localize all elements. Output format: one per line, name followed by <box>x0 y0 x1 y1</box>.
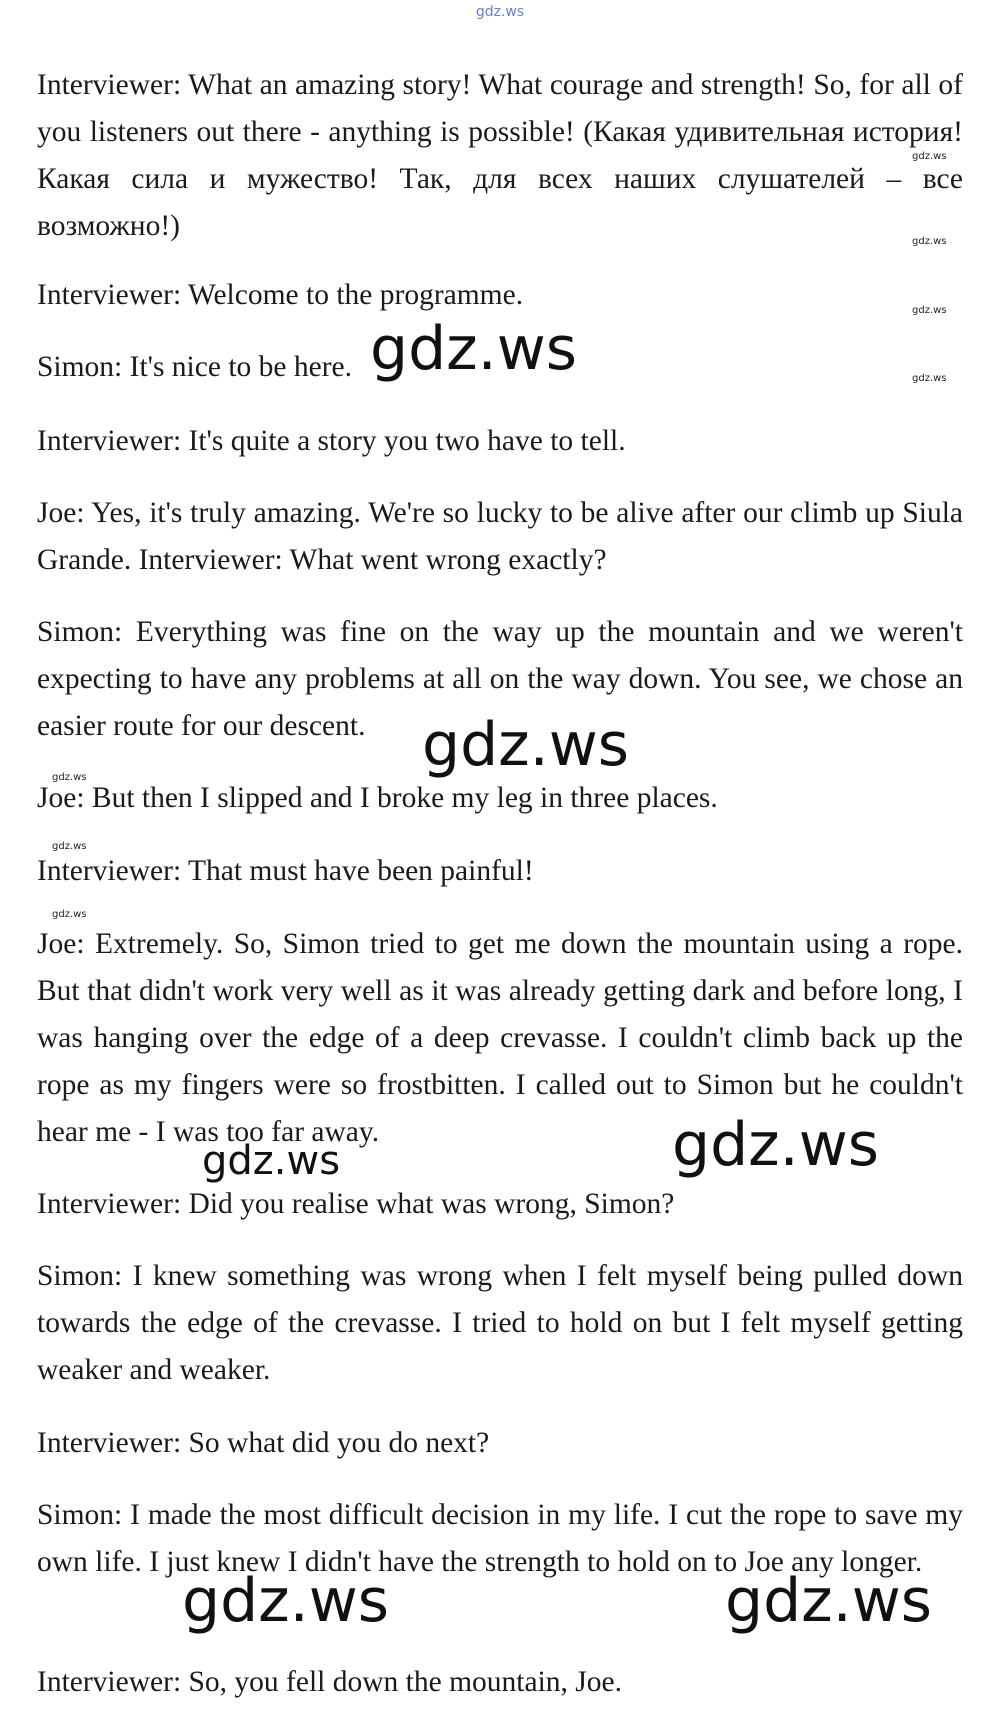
watermark-small: gdz.ws <box>52 909 87 920</box>
header-watermark: gdz.ws <box>475 4 525 20</box>
watermark-large: gdz.ws <box>370 314 578 384</box>
paragraph-6: Simon: Everything was fine on the way up the mountain and we weren't expecting to have any problems at all on the way down. You see, we chose an easier route for our descent. <box>37 616 963 742</box>
paragraph-1: Interviewer: What an amazing story! What courage and strength! So, for all of you listeners out there - anything is possible! (Какая удивительная история! Какая сила и мужество! Так, для всех наших слушателей – все возможно!) <box>37 69 963 242</box>
paragraph-3: Simon: It's nice to be here. <box>37 351 352 383</box>
paragraph-10: Interviewer: Did you realise what was wrong, Simon? <box>37 1188 675 1220</box>
paragraph-5: Joe: Yes, it's truly amazing. We're so lucky to be alive after our climb up Siula Grande. Interviewer: What went wrong exactly? <box>37 497 963 576</box>
paragraph-9: Joe: Extremely. So, Simon tried to get me down the mountain using a rope. But that didn't work very well as it was already getting dark and before long, I was hanging over the edge of a deep crevasse. I couldn't climb back up the rope as my fingers were so frostbitten. I called out to Simon but he couldn't hear me - I was too far away. <box>37 928 963 1148</box>
watermark-small: gdz.ws <box>912 151 947 162</box>
watermark-large: gdz.ws <box>422 710 630 780</box>
paragraph-7: Joe: But then I slipped and I broke my leg in three places. <box>37 782 718 814</box>
paragraph-12: Interviewer: So what did you do next? <box>37 1427 490 1459</box>
watermark-small: gdz.ws <box>912 305 947 316</box>
watermark-small: gdz.ws <box>52 772 87 783</box>
watermark-large: gdz.ws <box>672 1110 880 1180</box>
paragraph-4: Interviewer: It's quite a story you two have to tell. <box>37 425 626 457</box>
paragraph-2: Interviewer: Welcome to the programme. <box>37 279 524 311</box>
watermark-small: gdz.ws <box>912 236 947 247</box>
watermark-medium: gdz.ws <box>202 1138 341 1184</box>
watermark-large: gdz.ws <box>725 1566 933 1636</box>
watermark-large: gdz.ws <box>182 1566 390 1636</box>
watermark-small: gdz.ws <box>912 373 947 384</box>
paragraph-8: Interviewer: That must have been painful! <box>37 855 534 887</box>
paragraph-11: Simon: I knew something was wrong when I felt myself being pulled down towards the edge of the crevasse. I tried to hold on but I felt myself getting weaker and weaker. <box>37 1260 963 1386</box>
watermark-small: gdz.ws <box>52 841 87 852</box>
paragraph-14: Interviewer: So, you fell down the mountain, Joe. <box>37 1666 622 1698</box>
paragraph-13: Simon: I made the most difficult decision in my life. I cut the rope to save my own life. I just knew I didn't have the strength to hold on to Joe any longer. <box>37 1499 963 1578</box>
